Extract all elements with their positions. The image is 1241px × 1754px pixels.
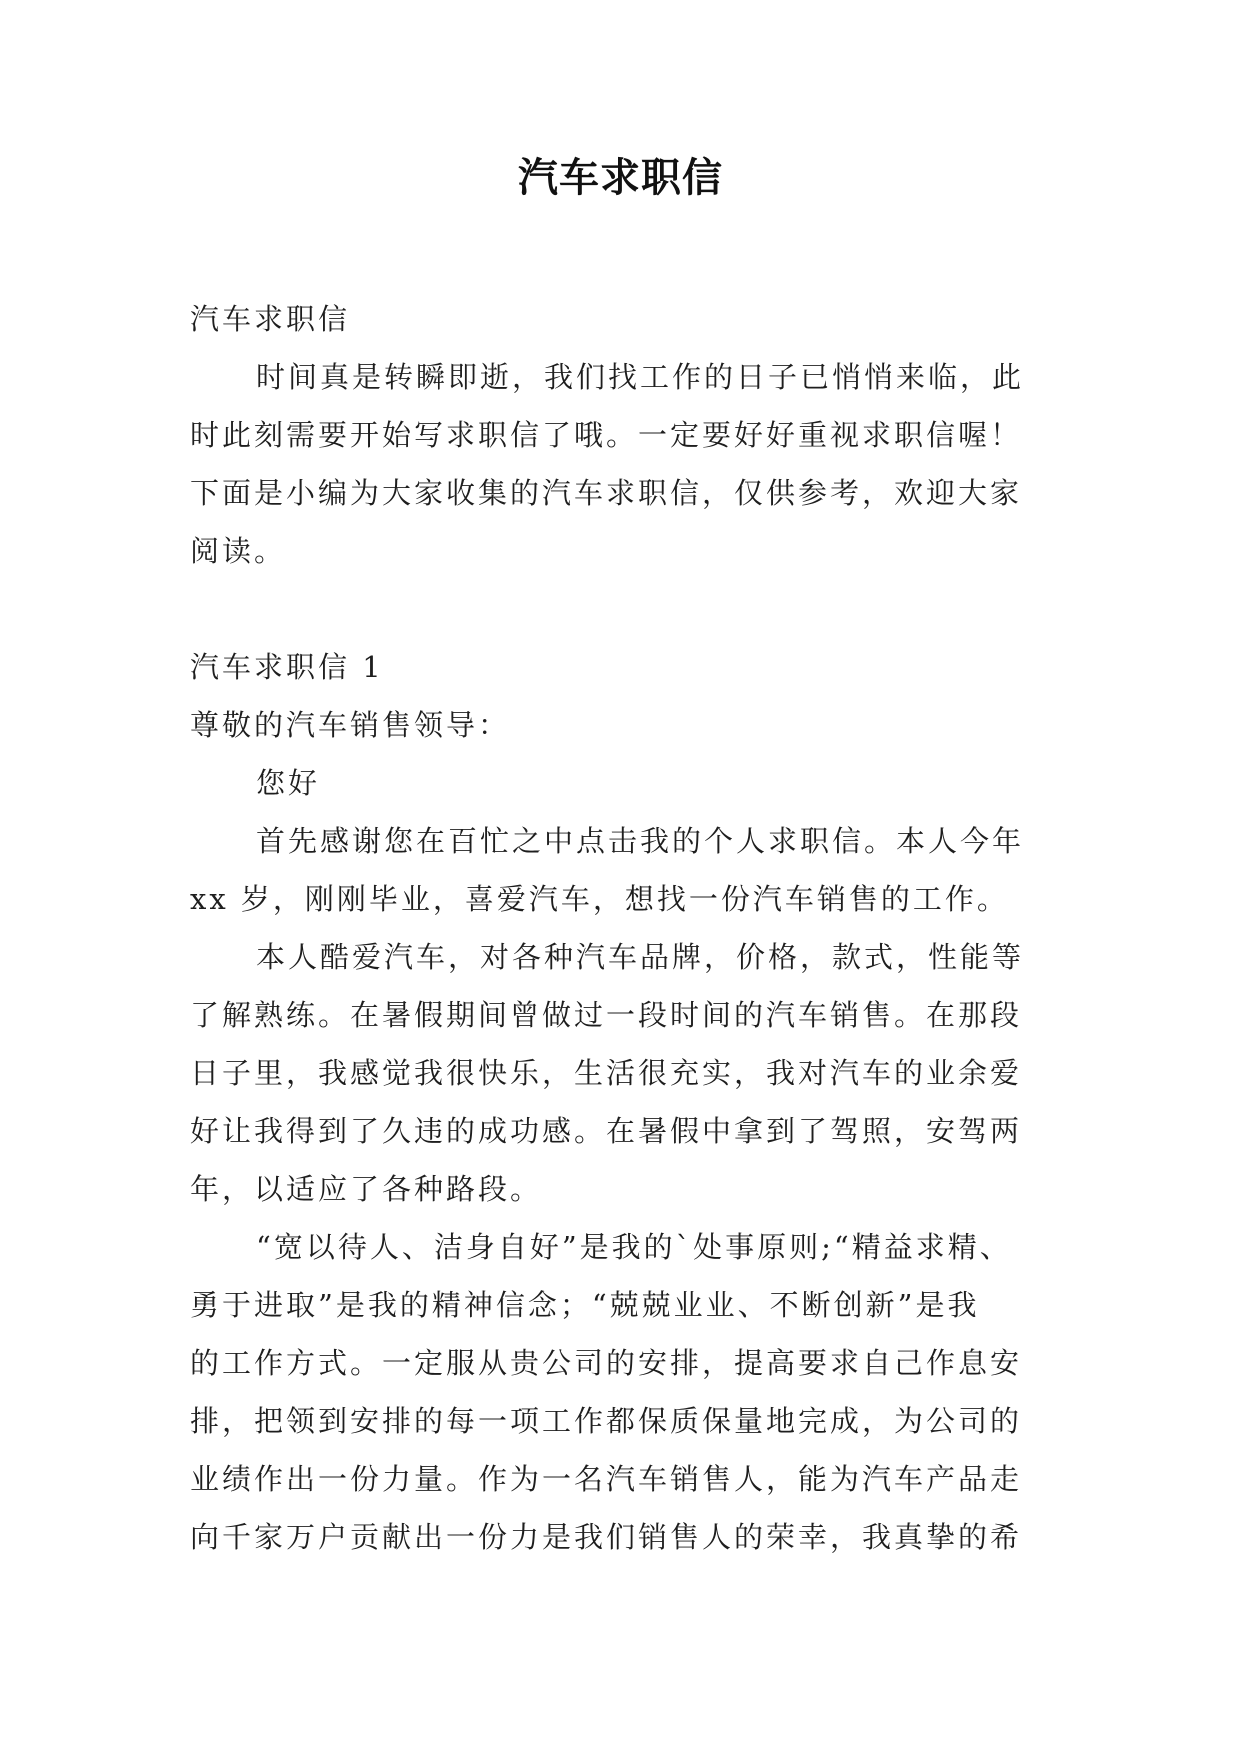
document-body [190,290,1050,1566]
text-line: 下面是小编为大家收集的汽车求职信，仅供参考，欢迎大家 [190,476,1023,510]
text-line: 日子里，我感觉我很快乐，生活很充实，我对汽车的业余爱 [190,1056,1023,1090]
text-line: 本人酷爱汽车，对各种汽车品牌，价格，款式，性能等 [256,940,1025,974]
text-line: 的工作方式。一定服从贵公司的安排，提高要求自己作息安 [190,1346,1023,1380]
text-line: xx 岁，刚刚毕业，喜爱汽车，想找一份汽车销售的工作。 [190,882,1009,916]
text-line: 排，把领到安排的每一项工作都保质保量地完成，为公司的 [190,1404,1023,1438]
paragraph-gap [190,580,1050,638]
text-line: 向千家万户贡献出一份力是我们销售人的荣幸，我真挚的希 [190,1520,1023,1554]
text-line: 勇于进取”是我的精神信念；“兢兢业业、不断创新”是我 [190,1288,980,1322]
text-line: 年，以适应了各种路段。 [190,1172,543,1206]
text-line: 汽车求职信 1 [190,650,384,684]
text-line: 时间真是转瞬即逝，我们找工作的日子已悄悄来临，此 [256,360,1025,394]
text-line: “宽以待人、洁身自好”是我的`处事原则;“精益求精、 [256,1230,1012,1264]
document-title: 汽车求职信 [518,155,723,201]
text-line: 首先感谢您在百忙之中点击我的个人求职信。本人今年 [256,824,1025,858]
text-line: 您好 [256,766,321,800]
text-line: 阅读。 [190,534,287,568]
text-line: 汽车求职信 [190,302,351,336]
text-line: 时此刻需要开始写求职信了哦。一定要好好重视求职信喔！ [190,418,1023,452]
text-line: 了解熟练。在暑假期间曾做过一段时间的汽车销售。在那段 [190,998,1023,1032]
text-line: 业绩作出一份力量。作为一名汽车销售人，能为汽车产品走 [190,1462,1023,1496]
text-line: 好让我得到了久违的成功感。在暑假中拿到了驾照，安驾两 [190,1114,1023,1148]
text-line: 尊敬的汽车销售领导： [190,708,511,742]
